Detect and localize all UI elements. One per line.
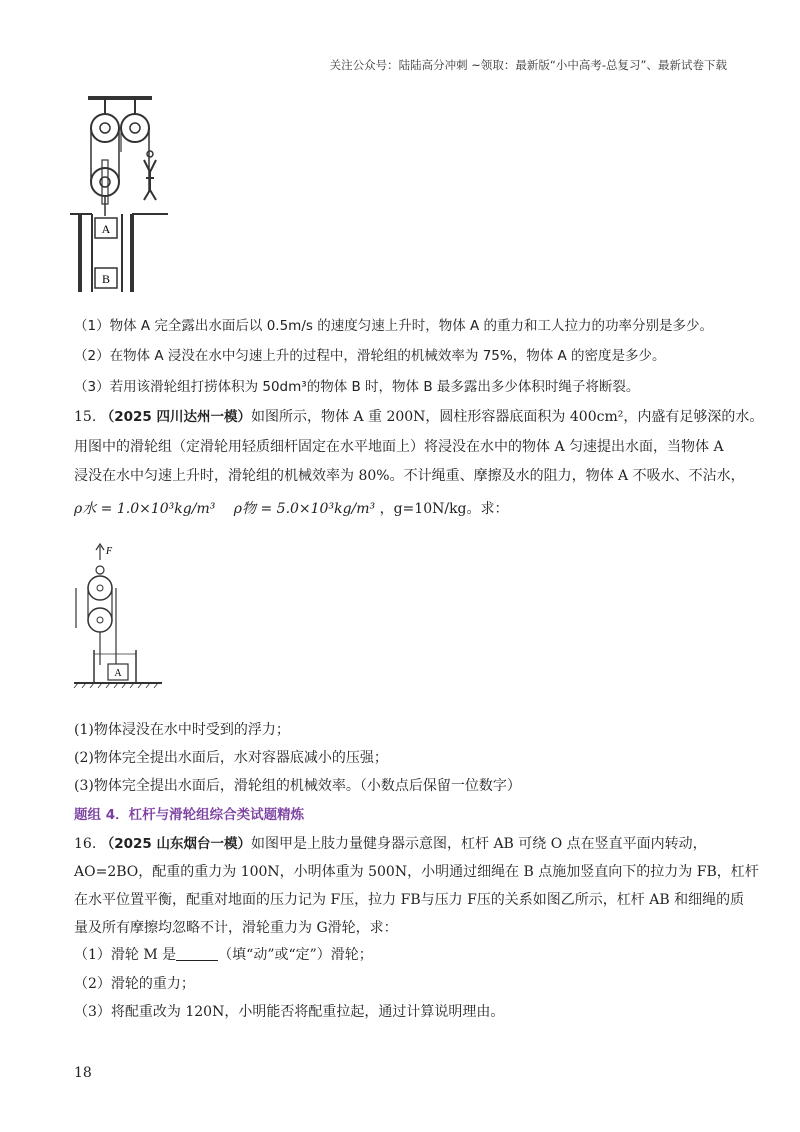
answer-blank <box>176 946 218 961</box>
q16-line-2: AO=2BO，配重的重力为 100N，小明体重为 500N，小明通过细绳在 B 点施加竖直向下的拉力为 FB，杠杆 <box>74 864 759 880</box>
figure2-label-a: A <box>114 668 122 679</box>
section-title: 题组 4．杠杆与滑轮组综合类试题精炼 <box>74 807 305 823</box>
q16-item-1 <box>74 945 740 965</box>
q15-line1-text: 如图所示，物体 A 重 200N，圆柱形容器底面积为 400cm²，内盛有足够深的水。 <box>251 409 764 425</box>
q15-item-1: (1)物体浸没在水中时受到的浮力； <box>74 722 290 738</box>
q15-number: 15. <box>74 409 97 425</box>
q16-item-3: （3）将配重改为 120N，小明能否将配重拉起，通过计算说明理由。 <box>74 1004 505 1020</box>
q15-source: （2025 四川达州一模） <box>100 409 251 425</box>
q15-line-3: 浸没在水中匀速上升时，滑轮组的机械效率为 80%。不计绳重、摩擦及水的阻力，物体 A 不吸水、不沾水， <box>74 468 745 484</box>
pulley-figure-1 <box>70 92 170 297</box>
q15-item-3: (3)物体完全提出水面后，滑轮组的机械效率。（小数点后保留一位数字） <box>74 778 521 794</box>
figure2-label-f: F <box>106 546 113 557</box>
figure1-label-a: A <box>101 222 111 236</box>
q16-line-3: 在水平位置平衡，配重对地面的压力记为 F压，拉力 FB与压力 F压的关系如图乙所示，杠杆 AB 和细绳的质 <box>74 892 745 908</box>
q16-line1-text: 如图甲是上肢力量健身器示意图，杠杆 AB 可绕 O 点在竖直平面内转动， <box>251 836 707 852</box>
q15-line-1 <box>74 407 764 427</box>
q15-formula-rho-object: ρ物 = 5.0×10³kg/m³ <box>233 501 376 517</box>
q15-line-2: 用图中的滑轮组（定滑轮用轻质细杆固定在水平地面上）将浸没在水中的物体 A 匀速提出水面，当物体 A <box>74 439 724 455</box>
q15-formula-g: ，g=10N/kg。求： <box>379 501 509 517</box>
q16-number: 16. <box>74 836 97 852</box>
pulley-figure-2 <box>72 540 172 690</box>
q15-formula-line <box>74 499 740 519</box>
q14-item-2: （2）在物体 A 浸没在水中匀速上升的过程中，滑轮组的机械效率为 75%，物体 A 的密度是多少。 <box>74 348 666 364</box>
q16-item1-prefix: （1）滑轮 M 是 <box>74 947 177 963</box>
q14-item-1: （1）物体 A 完全露出水面后以 0.5m/s 的速度匀速上升时，物体 A 的重力和工人拉力的功率分别是多少。 <box>74 318 714 334</box>
q16-line-4: 量及所有摩擦均忽略不计，滑轮重力为 G滑轮，求： <box>74 920 398 936</box>
q16-line-1 <box>74 834 740 854</box>
q15-item-2: (2)物体完全提出水面后，水对容器底减小的压强； <box>74 750 388 766</box>
page-number: 18 <box>74 1065 92 1081</box>
figure1-label-b: B <box>101 272 111 286</box>
q15-formula-rho-water: ρ水 = 1.0×10³kg/m³ <box>74 501 216 517</box>
q16-source: （2025 山东烟台一模） <box>100 836 251 852</box>
page-header: 关注公众号：陆陆高分冲刺 ~领取：最新版“小中高考-总复习”、最新试卷下载 <box>329 58 727 72</box>
q14-item-3: （3）若用该滑轮组打捞体积为 50dm³的物体 B 时，物体 B 最多露出多少体积时绳子将断裂。 <box>74 379 640 395</box>
q16-item-2: （2）滑轮的重力； <box>74 976 195 992</box>
q16-item1-suffix: （填“动”或“定”）滑轮； <box>218 947 373 963</box>
